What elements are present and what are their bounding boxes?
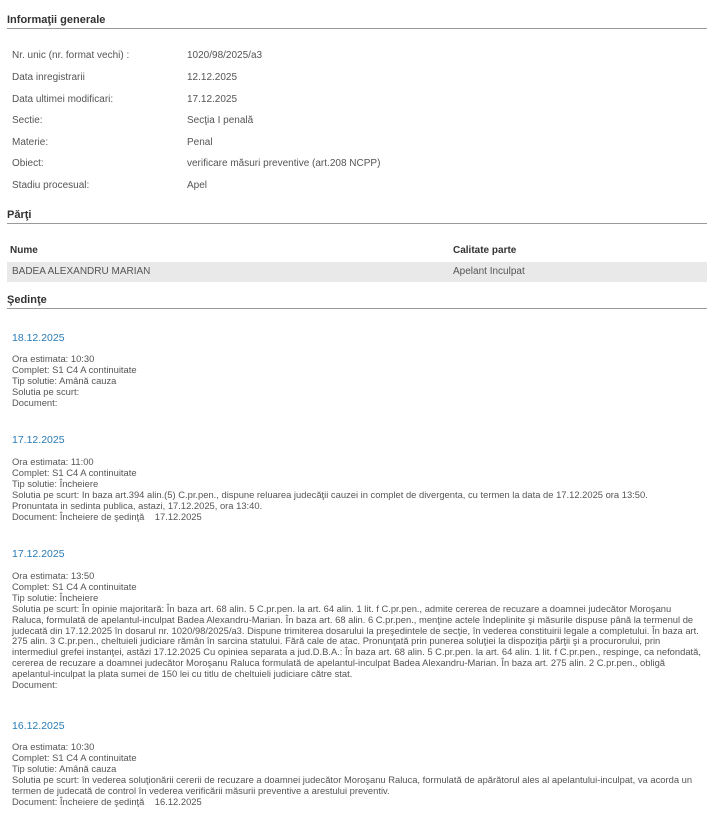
info-value: 12.12.2025 bbox=[187, 72, 238, 83]
info-value: 17.12.2025 bbox=[187, 94, 238, 105]
hearing-solution-type: Tip solutie: Amână cauza bbox=[12, 762, 117, 774]
hearing-time: Ora estimata: 13:50 bbox=[12, 570, 95, 581]
info-label: Stadiu procesual: bbox=[12, 180, 90, 191]
hearing-solution-type: Tip solutie: Încheiere bbox=[12, 477, 99, 489]
section-title-info: Informaţii generale bbox=[7, 14, 707, 29]
hearing-date: 16.12.2025 bbox=[12, 720, 65, 732]
hearing-document: Document: Încheiere de şedinţă 17.12.2025 bbox=[12, 510, 202, 522]
party-role: Apelant Inculpat bbox=[453, 266, 525, 277]
hearing-date: 17.12.2025 bbox=[12, 548, 65, 560]
hearing-solution-summary: Solutia pe scurt: În opinie majoritară: În baza art. 68 alin. 5 C.pr.pen. la art. 64 alin. 1 lit. f C.pr.pen., admite cererea de recuzare a doamnei judecător Moroşanu Raluca, formulată de apelantul-inculpat Badea Alexandru-Marian. În baza art. 68 alin. 6 C.pr.pen., menţine actele îndeplinite şi măsurile dispuse până la termenul de judecată din 17.12.2025 în dosarul nr. 1020/98/2025/a3. Dispune trimiterea dosarului la preşedintele de secţie, în vederea constituirii legale a completului. În baza art. 275 alin. 3 C.pr.pen., cheltuieli judiciare rămân în sarcina statului. Fără cale de atac. Pronunţată prin punerea soluţiei la dispoziţia părţii şi a procurorului, prin intermediul grefei instanţei, astăzi 17.12.2025 Cu opiniea separata a jud.D.B.A.: În baza art. 68 alin. 5 C.pr.pen. la art. 64 alin. 1 lit. f C.pr.pen., respinge, ca nefondată, cererea de recuzare a doamnei judecător Moroşanu Raluca formulată de apelantul-inculpat Badea Alexandru-Marian. În baza art. 275 alin. 2 C.pr.pen., obligă apelantul-inculpat la plata sumei de 150 lei cu titlu de cheltuieli judiciare către stat. bbox=[12, 602, 701, 680]
hearing-details bbox=[12, 742, 702, 807]
hearing-document: Document: Încheiere de şedinţă 16.12.2025 bbox=[12, 795, 202, 807]
hearing-solution-summary: Solutia pe scurt: în vederea soluţionării cererii de recuzare a doamnei judecător Moroşanu Raluca, formulată de apărătorul ales al apelantului-inculpat, va acorda un termen de judecată de control în vederea verificării măsurii preventive a arestului preventiv. bbox=[12, 773, 693, 796]
info-value: Penal bbox=[187, 137, 213, 148]
hearing-details bbox=[12, 571, 702, 691]
info-value: Apel bbox=[187, 180, 208, 191]
info-label: Materie: bbox=[12, 137, 49, 148]
hearing-panel: Complet: S1 C4 A continuitate bbox=[12, 751, 137, 763]
hearing-panel: Complet: S1 C4 A continuitate bbox=[12, 466, 137, 478]
hearing-document: Document: bbox=[12, 679, 58, 691]
column-header-role: Calitate parte bbox=[453, 245, 517, 256]
column-header-name: Nume bbox=[10, 245, 38, 256]
hearing-pronouncement: Pronuntata in sedinta publica, astazi, 17.12.2025, ora 13:40. bbox=[12, 499, 263, 511]
info-value: verificare măsuri preventive (art.208 NCPP) bbox=[187, 158, 381, 169]
hearing-details bbox=[12, 457, 702, 522]
section-title-parties: Părţi bbox=[7, 209, 707, 224]
hearing-solution-type: Tip solutie: Încheiere bbox=[12, 591, 99, 603]
hearing-date: 17.12.2025 bbox=[12, 434, 65, 446]
info-label: Nr. unic (nr. format vechi) : bbox=[12, 50, 130, 61]
hearing-solution-summary: Solutia pe scurt: In baza art.394 alin.(5) C.pr.pen., dispune reluarea judecăţii cauzei in complet de divergenta, cu termen la data de 17.12.2025 ora 13:50. bbox=[12, 488, 648, 500]
hearing-document: Document: bbox=[12, 396, 58, 408]
table-row bbox=[7, 262, 707, 282]
hearing-time: Ora estimata: 10:30 bbox=[12, 353, 95, 364]
info-label: Sectie: bbox=[12, 115, 43, 126]
hearing-panel: Complet: S1 C4 A continuitate bbox=[12, 363, 137, 375]
section-title-hearings: Şedinţe bbox=[7, 294, 707, 309]
hearing-details bbox=[12, 354, 702, 409]
info-value: 1020/98/2025/a3 bbox=[187, 50, 263, 61]
party-name: BADEA ALEXANDRU MARIAN bbox=[12, 266, 151, 277]
info-label: Obiect: bbox=[12, 158, 44, 169]
info-label: Data inregistrarii bbox=[12, 72, 85, 83]
hearing-date: 18.12.2025 bbox=[12, 332, 65, 344]
hearing-time: Ora estimata: 11:00 bbox=[12, 456, 94, 467]
hearing-time: Ora estimata: 10:30 bbox=[12, 741, 95, 752]
hearing-solution-type: Tip solutie: Amână cauza bbox=[12, 374, 117, 386]
hearing-panel: Complet: S1 C4 A continuitate bbox=[12, 580, 137, 592]
hearing-solution-summary: Solutia pe scurt: bbox=[12, 385, 80, 397]
info-label: Data ultimei modificari: bbox=[12, 94, 114, 105]
info-value: Secţia I penală bbox=[187, 115, 254, 126]
